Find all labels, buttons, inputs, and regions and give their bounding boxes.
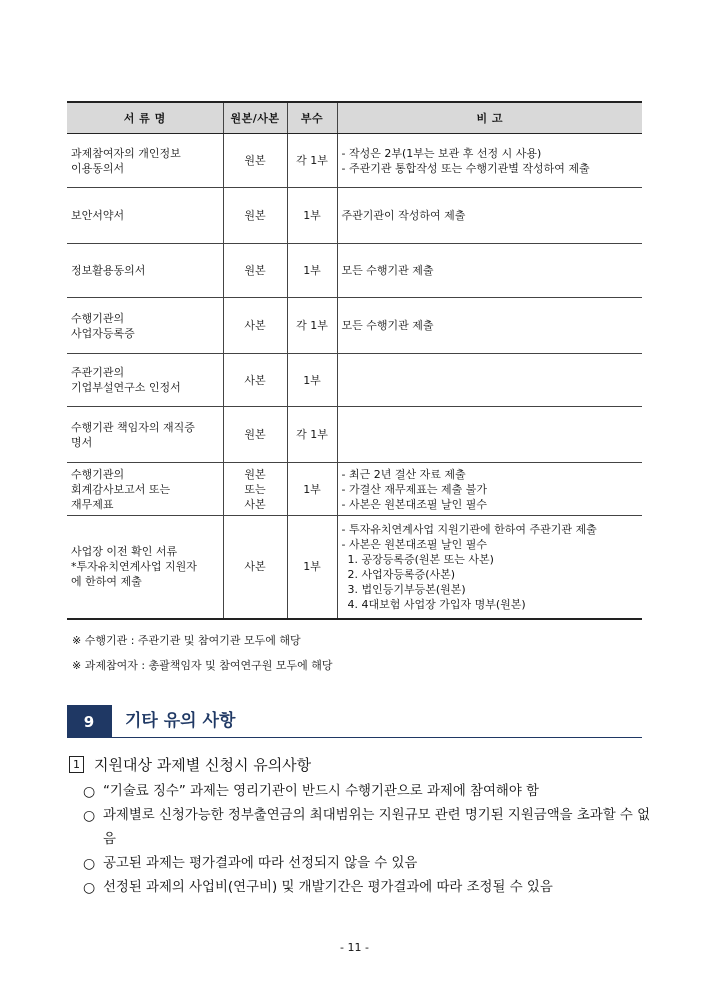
list-item-text: “기술료 징수” 과제는 영리기관이 반드시 수행기관으로 과제에 참여해야 함 bbox=[103, 784, 539, 799]
document-name-line: 에 한하여 제출 bbox=[71, 575, 142, 589]
section-heading bbox=[67, 705, 642, 738]
table-row bbox=[67, 407, 642, 463]
remark-line: - 최근 2년 결산 자료 제출 bbox=[341, 467, 466, 481]
list-item-text: 공고된 과제는 평가결과에 따라 선정되지 않을 수 있음 bbox=[103, 856, 418, 871]
required-documents-table bbox=[67, 101, 642, 620]
footnotes bbox=[72, 628, 333, 678]
remarks-cell bbox=[337, 463, 642, 516]
original-copy-line: 원본 bbox=[244, 209, 266, 222]
copies-cell: 각 1부 bbox=[287, 134, 337, 188]
footnote: ※ 과제참여자 : 총괄책임자 및 참여연구원 모두에 해당 bbox=[72, 659, 333, 672]
original-copy-cell bbox=[223, 463, 287, 516]
table-header-row bbox=[67, 102, 642, 134]
original-copy-cell bbox=[223, 354, 287, 407]
document-name-line: 사업장 이전 확인 서류 bbox=[71, 545, 178, 559]
table-row bbox=[67, 134, 642, 188]
remarks-cell bbox=[337, 244, 642, 298]
circle-bullet-icon: ○ bbox=[83, 880, 96, 896]
section-underline bbox=[111, 737, 642, 738]
remark-line: 3. 법인등기부등본(원본) bbox=[347, 582, 466, 596]
table-row bbox=[67, 354, 642, 407]
original-copy-line: 사본 bbox=[244, 373, 266, 387]
document-name-line: 사업자등록증 bbox=[71, 326, 135, 340]
circle-bullet-icon: ○ bbox=[83, 856, 96, 872]
remark-line: - 투자유치연계사업 지원기관에 한하여 주관기관 제출 bbox=[341, 522, 597, 536]
header-copies: 부수 bbox=[287, 102, 337, 134]
document-name-line: 이용동의서 bbox=[71, 161, 125, 175]
document-name-line: 기업부설연구소 인정서 bbox=[71, 381, 181, 394]
remark-line: - 주관기관 통합작성 또는 수행기관별 작성하여 제출 bbox=[341, 161, 590, 175]
original-copy-line: 원본 bbox=[244, 467, 266, 481]
copies-cell: 각 1부 bbox=[287, 407, 337, 463]
section-number: 9 bbox=[67, 705, 111, 738]
document-name-line: *투자유치연계사업 지원자 bbox=[71, 560, 197, 574]
header-document-name: 서 류 명 bbox=[67, 102, 223, 134]
list-item-text: 과제별로 신청가능한 정부출연금의 최대범위는 지원규모 관련 명기된 지원금액을 초과할 수 없음 bbox=[103, 808, 651, 847]
document-name-line: 명서 bbox=[71, 435, 93, 449]
document-name-cell bbox=[67, 407, 223, 463]
original-copy-line: 사본 bbox=[244, 319, 266, 332]
document-name-line: 수행기관의 bbox=[71, 311, 125, 325]
copies-cell: 1부 bbox=[287, 463, 337, 516]
remark-line: 모든 수행기관 제출 bbox=[341, 264, 434, 277]
original-copy-line: 또는 bbox=[244, 482, 266, 496]
document-name-line: 정보활용동의서 bbox=[71, 264, 146, 277]
original-copy-line: 원본 bbox=[244, 428, 266, 441]
copies-cell: 1부 bbox=[287, 516, 337, 619]
original-copy-line: 사본 bbox=[244, 497, 266, 511]
table-row bbox=[67, 463, 642, 516]
remarks-cell bbox=[337, 407, 642, 463]
document-name-cell bbox=[67, 244, 223, 298]
list-item-text: 선정된 과제의 사업비(연구비) 및 개발기간은 평가결과에 따라 조정될 수 있음 bbox=[103, 880, 553, 895]
document-name-line: 수행기관 책임자의 재직증 bbox=[71, 420, 195, 434]
remark-line: 주관기관이 작성하여 제출 bbox=[341, 209, 466, 222]
document-name-line: 주관기관의 bbox=[71, 366, 125, 379]
document-name-cell bbox=[67, 188, 223, 244]
remark-line: 1. 공장등록증(원본 또는 사본) bbox=[347, 552, 494, 566]
table-row bbox=[67, 188, 642, 244]
document-name-cell bbox=[67, 354, 223, 407]
remarks-cell bbox=[337, 354, 642, 407]
original-copy-cell bbox=[223, 134, 287, 188]
notice-list bbox=[83, 780, 653, 900]
remark-line: - 사본은 원본대조필 날인 필수 bbox=[341, 537, 487, 551]
circle-bullet-icon: ○ bbox=[83, 784, 96, 800]
remarks-cell bbox=[337, 134, 642, 188]
subheading-title: 지원대상 과제별 신청시 유의사항 bbox=[94, 756, 312, 774]
section-divider bbox=[111, 705, 112, 738]
original-copy-cell bbox=[223, 188, 287, 244]
document-name-cell bbox=[67, 516, 223, 619]
original-copy-line: 원본 bbox=[244, 264, 266, 277]
subheading-number-box: 1 bbox=[69, 756, 84, 773]
document-name-line: 과제참여자의 개인정보 bbox=[71, 146, 181, 160]
original-copy-cell bbox=[223, 407, 287, 463]
document-name-line: 재무제표 bbox=[71, 497, 114, 511]
original-copy-cell bbox=[223, 298, 287, 354]
document-name-line: 회계감사보고서 또는 bbox=[71, 482, 171, 496]
list-item bbox=[83, 876, 653, 900]
remark-line: - 사본은 원본대조필 날인 필수 bbox=[341, 497, 487, 511]
footnote: ※ 수행기관 : 주관기관 및 참여기관 모두에 해당 bbox=[72, 634, 301, 647]
remarks-cell bbox=[337, 298, 642, 354]
table-row bbox=[67, 244, 642, 298]
list-item bbox=[83, 780, 653, 804]
section-title: 기타 유의 사항 bbox=[125, 711, 236, 731]
remark-line: 4. 4대보험 사업장 가입자 명부(원본) bbox=[347, 597, 526, 611]
original-copy-cell bbox=[223, 244, 287, 298]
copies-cell: 1부 bbox=[287, 354, 337, 407]
remarks-cell bbox=[337, 188, 642, 244]
copies-cell: 1부 bbox=[287, 244, 337, 298]
remark-line: - 가결산 재무제표는 제출 불가 bbox=[341, 482, 487, 496]
header-remarks: 비 고 bbox=[337, 102, 642, 134]
document-name-line: 수행기관의 bbox=[71, 467, 125, 481]
page-number: - 11 - bbox=[340, 941, 369, 954]
document-name-cell bbox=[67, 463, 223, 516]
remarks-cell bbox=[337, 516, 642, 619]
subheading bbox=[69, 754, 311, 775]
original-copy-line: 사본 bbox=[244, 560, 266, 574]
original-copy-line: 원본 bbox=[244, 154, 266, 167]
document-name-cell bbox=[67, 134, 223, 188]
remark-line: 모든 수행기관 제출 bbox=[341, 319, 434, 332]
table-row bbox=[67, 516, 642, 619]
document-name-line: 보안서약서 bbox=[71, 209, 125, 222]
list-item bbox=[83, 804, 653, 852]
copies-cell: 각 1부 bbox=[287, 298, 337, 354]
original-copy-cell bbox=[223, 516, 287, 619]
table-row bbox=[67, 298, 642, 354]
remark-line: 2. 사업자등록증(사본) bbox=[347, 567, 456, 581]
document-name-cell bbox=[67, 298, 223, 354]
list-item bbox=[83, 852, 653, 876]
circle-bullet-icon: ○ bbox=[83, 808, 96, 824]
header-original-copy: 원본/사본 bbox=[223, 102, 287, 134]
copies-cell: 1부 bbox=[287, 188, 337, 244]
remark-line: - 작성은 2부(1부는 보관 후 선정 시 사용) bbox=[341, 146, 542, 160]
